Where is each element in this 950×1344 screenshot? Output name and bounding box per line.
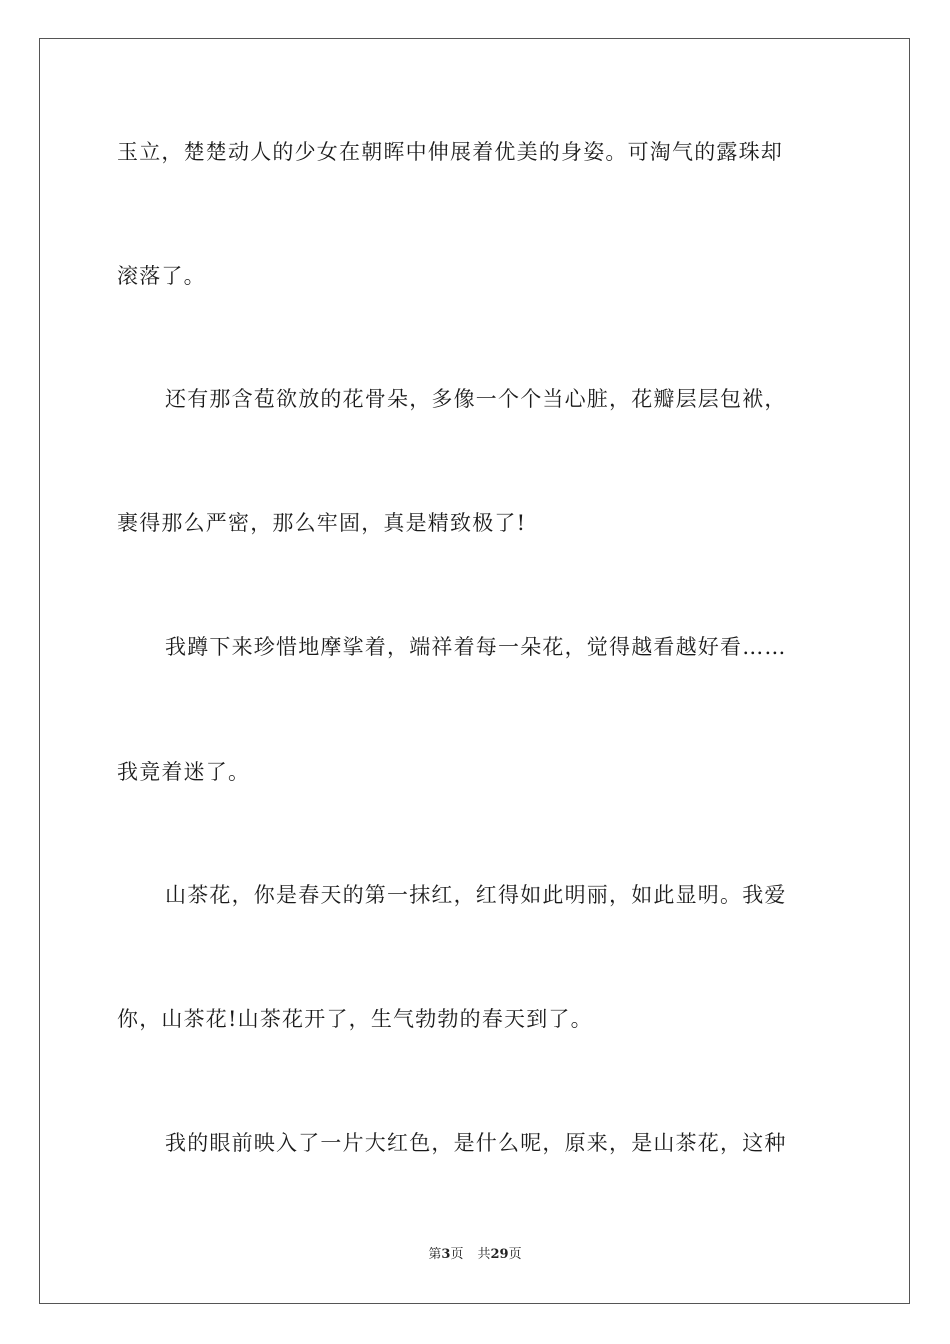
text-line: 滚落了。 xyxy=(117,264,206,288)
total-suffix: 页 xyxy=(508,1247,522,1262)
page-prefix: 第 xyxy=(428,1247,442,1262)
text-line: 山茶花，你是春天的第一抹红，红得如此明丽，如此显明。我爱 xyxy=(165,883,787,907)
text-line: 我蹲下来珍惜地摩挲着，端祥着每一朵花，觉得越看越好看…… xyxy=(165,635,787,659)
page-suffix: 页 xyxy=(450,1247,464,1262)
page-border xyxy=(39,38,910,1304)
text-line: 还有那含苞欲放的花骨朵，多像一个个当心脏，花瓣层层包袱， xyxy=(165,387,787,411)
text-line: 我竟着迷了。 xyxy=(117,760,251,784)
text-line: 玉立，楚楚动人的少女在朝晖中伸展着优美的身姿。可淘气的露珠却 xyxy=(117,140,783,164)
text-line: 我的眼前映入了一片大红色，是什么呢，原来，是山茶花，这种 xyxy=(165,1131,787,1155)
page-number: 3 xyxy=(441,1247,451,1262)
text-line: 你，山茶花!山茶花开了，生气勃勃的春天到了。 xyxy=(117,1007,593,1031)
total-pages: 29 xyxy=(490,1247,509,1262)
page-footer xyxy=(0,1246,950,1264)
text-line: 裹得那么严密，那么牢固，真是精致极了! xyxy=(117,511,527,535)
total-prefix: 共 xyxy=(477,1247,491,1262)
